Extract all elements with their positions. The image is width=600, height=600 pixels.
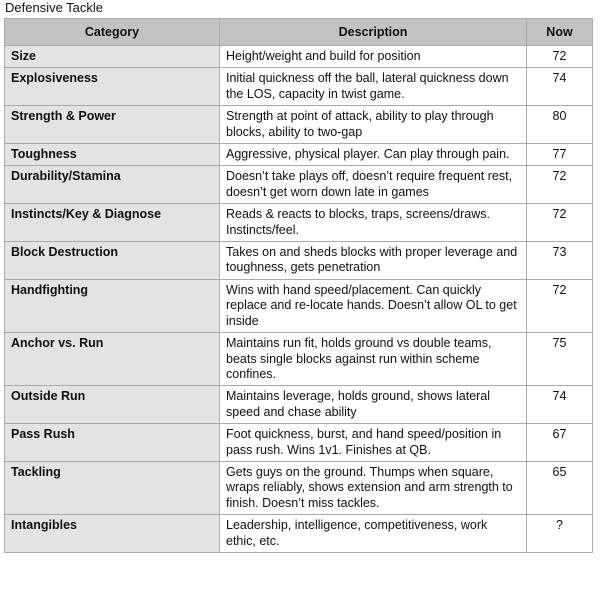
table-body	[5, 46, 593, 553]
column-header-category: Category	[5, 19, 220, 46]
row-now-grade: 65	[527, 461, 593, 514]
row-now-grade: 72	[527, 279, 593, 332]
table-row	[5, 166, 593, 204]
table-row	[5, 204, 593, 242]
table-row	[5, 333, 593, 386]
row-now-grade: 72	[527, 166, 593, 204]
table-header-row	[5, 19, 593, 46]
row-description: Initial quickness off the ball, lateral quickness down the LOS, capacity in twist game.	[220, 68, 527, 106]
table-row	[5, 515, 593, 553]
row-category: Size	[5, 46, 220, 68]
table-row	[5, 242, 593, 280]
row-now-grade: 67	[527, 424, 593, 462]
row-description: Leadership, intelligence, competitiveness, work ethic, etc.	[220, 515, 527, 553]
row-description: Wins with hand speed/placement. Can quickly replace and re-locate hands. Doesn’t allow OL to get inside	[220, 279, 527, 332]
table-row	[5, 386, 593, 424]
table-row	[5, 279, 593, 332]
row-description: Strength at point of attack, ability to play through blocks, ability to two-gap	[220, 106, 527, 144]
row-category: Strength & Power	[5, 106, 220, 144]
row-now-grade: 74	[527, 386, 593, 424]
row-category: Explosiveness	[5, 68, 220, 106]
table-row	[5, 144, 593, 166]
row-now-grade: 75	[527, 333, 593, 386]
row-category: Anchor vs. Run	[5, 333, 220, 386]
row-now-grade: 74	[527, 68, 593, 106]
row-now-grade: 80	[527, 106, 593, 144]
row-description: Reads & reacts to blocks, traps, screens/draws. Instincts/feel.	[220, 204, 527, 242]
row-category: Handfighting	[5, 279, 220, 332]
row-now-grade: 77	[527, 144, 593, 166]
row-now-grade: 72	[527, 46, 593, 68]
table-row	[5, 424, 593, 462]
column-header-now: Now	[527, 19, 593, 46]
row-now-grade: 73	[527, 242, 593, 280]
row-now-grade: 72	[527, 204, 593, 242]
row-category: Tackling	[5, 461, 220, 514]
row-category: Instincts/Key & Diagnose	[5, 204, 220, 242]
row-now-grade: ?	[527, 515, 593, 553]
row-description: Doesn’t take plays off, doesn’t require frequent rest, doesn’t get worn down late in games	[220, 166, 527, 204]
grading-table	[4, 18, 593, 553]
row-category: Block Destruction	[5, 242, 220, 280]
table-row	[5, 106, 593, 144]
row-category: Outside Run	[5, 386, 220, 424]
row-category: Durability/Stamina	[5, 166, 220, 204]
table-row	[5, 46, 593, 68]
row-category: Pass Rush	[5, 424, 220, 462]
row-category: Toughness	[5, 144, 220, 166]
table-row	[5, 68, 593, 106]
row-description: Takes on and sheds blocks with proper leverage and toughness, gets penetration	[220, 242, 527, 280]
row-category: Intangibles	[5, 515, 220, 553]
row-description: Maintains run fit, holds ground vs double teams, beats single blocks against run within scheme confines.	[220, 333, 527, 386]
table-row	[5, 461, 593, 514]
page-title: Defensive Tackle	[5, 0, 104, 15]
column-header-description: Description	[220, 19, 527, 46]
row-description: Aggressive, physical player. Can play through pain.	[220, 144, 527, 166]
row-description: Maintains leverage, holds ground, shows lateral speed and chase ability	[220, 386, 527, 424]
row-description: Gets guys on the ground. Thumps when square, wraps reliably, shows extension and arm strength to finish. Doesn’t miss tackles.	[220, 461, 527, 514]
row-description: Height/weight and build for position	[220, 46, 527, 68]
row-description: Foot quickness, burst, and hand speed/position in pass rush. Wins 1v1. Finishes at QB.	[220, 424, 527, 462]
